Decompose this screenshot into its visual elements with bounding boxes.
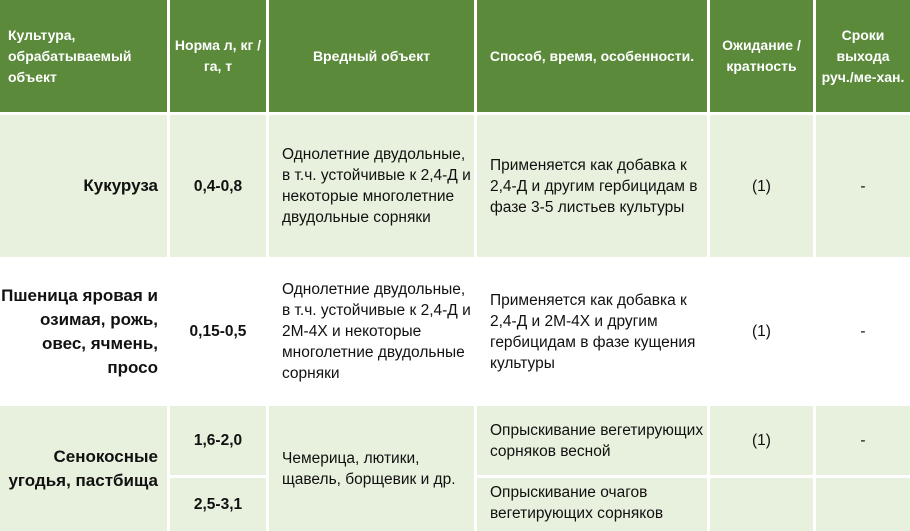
norm-cell: 0,4-0,8 (170, 115, 266, 257)
terms-cell: - (816, 260, 910, 403)
terms-cell: - (816, 115, 910, 257)
method-cell: Опрыскивание вегетирующих сорняков весной (477, 406, 707, 475)
terms-cell-empty (816, 478, 910, 531)
header-wait: Ожидание /кратность (710, 0, 813, 112)
norm-cell: 1,6-2,0 (170, 406, 266, 475)
header-norm: Норма л, кг / га, т (170, 0, 266, 112)
wait-cell: (1) (710, 115, 813, 257)
pest-cell: Однолетние двудольные, в т.ч. устойчивые к 2,4-Д и 2М-4Х и некоторые многолетние двудольные сорняки (269, 260, 474, 403)
wait-cell: (1) (710, 260, 813, 403)
header-terms: Сроки выхода руч./ме-хан. (816, 0, 910, 112)
header-pest: Вредный объект (269, 0, 474, 112)
norm-cell: 0,15-0,5 (170, 260, 266, 403)
pest-cell: Чемерица, лютики, щавель, борщевик и др. (269, 406, 474, 531)
method-cell: Применяется как добавка к 2,4-Д и другим гербицидам в фазе 3-5 листьев культуры (477, 115, 707, 257)
header-culture: Культура, обрабатываемый объект (0, 0, 167, 112)
wait-cell-empty (710, 478, 813, 531)
culture-cell: Пшеница яровая и озимая, рожь, овес, ячмень, просо (0, 260, 167, 403)
method-cell: Применяется как добавка к 2,4-Д и 2М-4Х и другим гербицидам в фазе кущения культуры (477, 260, 707, 403)
wait-cell: (1) (710, 406, 813, 475)
method-cell-2: Опрыскивание очагов вегетирующих сорняков (477, 478, 707, 531)
header-method: Способ, время, особенности. (477, 0, 707, 112)
terms-cell: - (816, 406, 910, 475)
culture-cell: Сенокосные угодья, пастбища (0, 406, 167, 531)
pest-cell: Однолетние двудольные, в т.ч. устойчивые к 2,4-Д и некоторые многолетние двудольные сорняки (269, 115, 474, 257)
culture-cell: Кукуруза (0, 115, 167, 257)
norm-cell-2: 2,5-3,1 (170, 478, 266, 531)
